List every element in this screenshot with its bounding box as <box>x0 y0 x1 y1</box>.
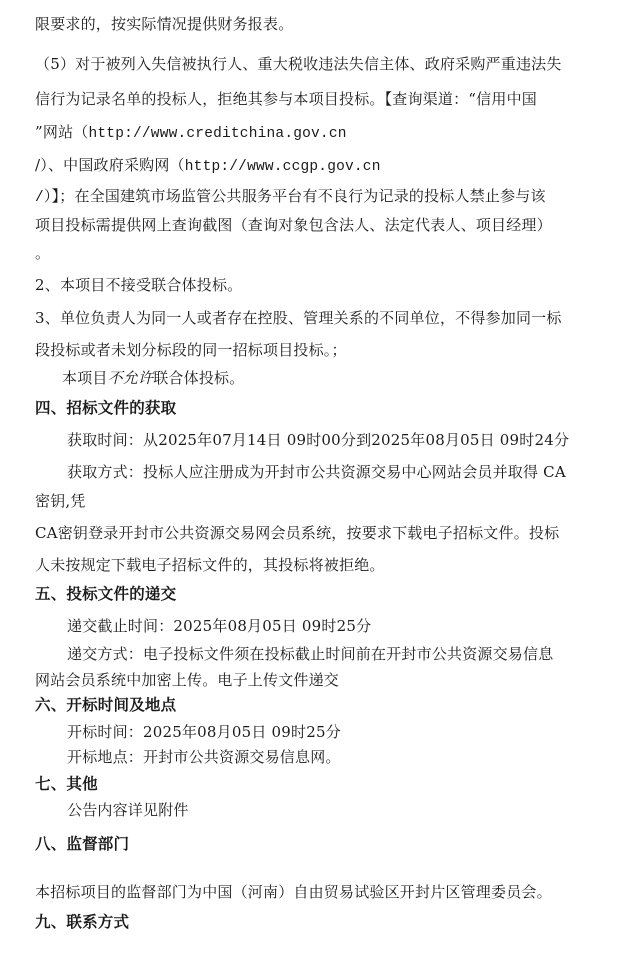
screenshot-requirement-line: 项目投标需提供网上查询截图（查询对象包含法人、法定代表人、项目经理） <box>35 216 552 234</box>
ccgp-line <box>35 155 381 177</box>
obtain-method-4: 人未按规定下载电子招标文件的，其投标将被拒绝。 <box>35 556 385 574</box>
dishonest-party-clause-1: （5）对于被列入失信被执行人、重大税收违法失信主体、政府采购严重违法失 <box>35 55 562 73</box>
credit-china-label: ”网站（ <box>35 123 89 141</box>
section-heading-obtain-documents: 四、招标文件的获取 <box>35 399 177 417</box>
other-content: 公告内容详见附件 <box>67 801 189 819</box>
obtain-time: 获取时间：从2025年07月14日 09时00分到2025年08月05日 09时24分 <box>67 431 570 449</box>
submission-method-2: 网站会员系统中加密上传。电子上传文件递交 <box>35 671 340 689</box>
submission-deadline: 递交截止时间：2025年08月05日 09时25分 <box>67 617 372 635</box>
obtain-method-1: 获取方式：投标人应注册成为开封市公共资源交易中心网站会员并取得 CA <box>67 463 566 481</box>
consortium-not-allowed: 不允许 <box>107 369 154 387</box>
related-units-clause-1: 3、单位负责人为同一人或者存在控股、管理关系的不同单位，不得参加同一标 <box>35 309 562 327</box>
no-consortium-clause: 2、本项目不接受联合体投标。 <box>35 276 243 294</box>
period-line: 。 <box>35 244 51 262</box>
construction-platform-text: ）】；在全国建筑市场监管公共服务平台有不良行为记录的投标人禁止参与该 <box>43 187 546 205</box>
section-heading-other: 七、其他 <box>35 775 98 793</box>
credit-china-line <box>35 122 347 144</box>
section-heading-submission: 五、投标文件的递交 <box>35 585 177 603</box>
url-tail: / <box>35 190 44 206</box>
consortium-suffix: 联合体投标。 <box>153 369 245 387</box>
credit-china-url: http://www.creditchina.gov.cn <box>88 126 347 142</box>
section-heading-supervision: 八、监督部门 <box>35 835 130 853</box>
consortium-statement <box>62 368 244 388</box>
consortium-prefix: 本项目 <box>62 369 108 387</box>
ccgp-url: http://www.ccgp.gov.cn <box>184 159 381 175</box>
construction-platform-line <box>35 186 546 208</box>
obtain-method-2: 密钥,凭 <box>35 492 86 510</box>
related-units-clause-2: 段投标或者未划分标段的同一招标项目投标。； <box>35 341 347 359</box>
submission-method-1: 递交方式：电子投标文件须在投标截止时间前在开封市公共资源交易信息 <box>67 645 554 663</box>
ccgp-label: /）、中国政府采购网（ <box>35 156 185 174</box>
opening-time: 开标时间：2025年08月05日 09时25分 <box>67 723 341 741</box>
opening-location: 开标地点：开封市公共资源交易信息网。 <box>67 748 341 766</box>
financial-statement-line: 限要求的，按实际情况提供财务报表。 <box>35 15 294 33</box>
section-heading-opening: 六、开标时间及地点 <box>35 696 177 714</box>
obtain-method-3: CA密钥登录开封市公共资源交易网会员系统，按要求下载电子招标文件。投标 <box>35 524 560 542</box>
supervision-department: 本招标项目的监督部门为中国（河南）自由贸易试验区开封片区管理委员会。 <box>35 883 552 901</box>
section-heading-contact: 九、联系方式 <box>35 913 130 931</box>
dishonest-party-clause-2: 信行为记录名单的投标人，拒绝其参与本项目投标。【查询渠道：“信用中国 <box>35 90 537 108</box>
